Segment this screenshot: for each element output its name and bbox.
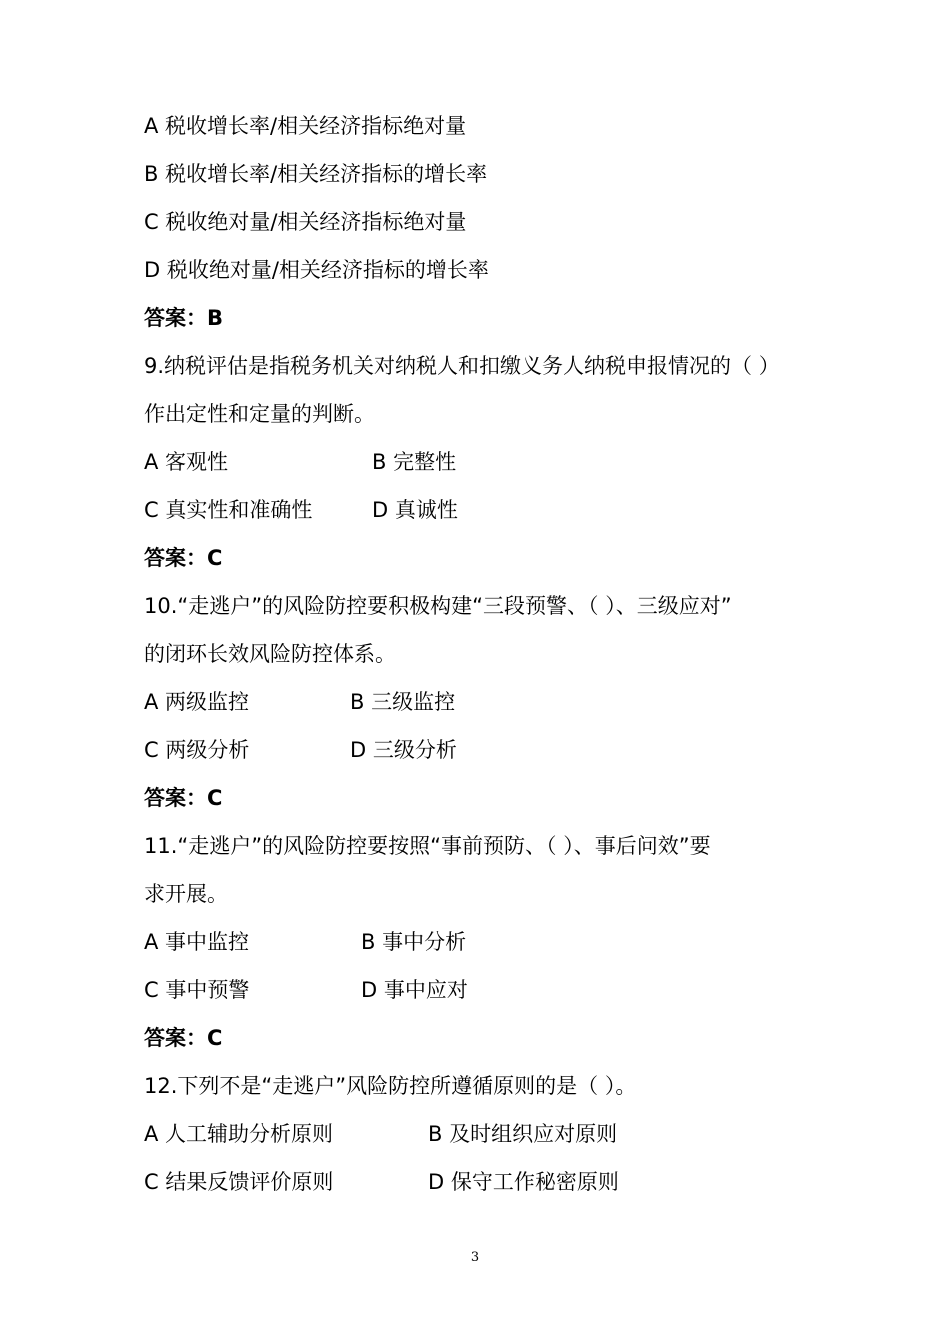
q9-option-b: B 完整性 (372, 450, 457, 474)
q11-options-row1 (144, 927, 467, 957)
q9-option-a: A 客观性 (144, 450, 229, 474)
q9-options-row2 (144, 495, 458, 525)
q8-option-c: C 税收绝对量/相关经济指标绝对量 (144, 210, 467, 234)
q12-options-row2 (144, 1167, 619, 1197)
q10-option-a: A 两级监控 (144, 690, 250, 714)
q12-option-a: A 人工辅助分析原则 (144, 1122, 334, 1146)
q9-stem-line1: 9.纳税评估是指税务机关对纳税人和扣缴义务人纳税申报情况的（ ） (144, 354, 780, 378)
q11-option-d: D 事中应对 (361, 978, 468, 1002)
q10-options-row1 (144, 687, 456, 717)
q11-stem-line1: 11.“走逃户”的风险防控要按照“事前预防、（ ）、事后问效”要 (144, 834, 711, 858)
q8-option-a: A 税收增长率/相关经济指标绝对量 (144, 114, 467, 138)
q8-answer: 答案：B (144, 306, 224, 330)
q9-stem-line2: 作出定性和定量的判断。 (144, 402, 375, 426)
q12-stem-line1: 12.下列不是“走逃户”风险防控所遵循原则的是（ ）。 (144, 1074, 637, 1098)
q11-option-b: B 事中分析 (361, 930, 467, 954)
q11-option-c: C 事中预警 (144, 978, 250, 1002)
q11-option-a: A 事中监控 (144, 930, 250, 954)
q10-option-d: D 三级分析 (350, 738, 457, 762)
q8-option-b: B 税收增长率/相关经济指标的增长率 (144, 162, 488, 186)
q12-options-row1 (144, 1119, 618, 1149)
page-number: 3 (470, 1250, 480, 1265)
q10-answer: 答案：C (144, 786, 223, 810)
q9-option-c: C 真实性和准确性 (144, 498, 313, 522)
q11-options-row2 (144, 975, 468, 1005)
q12-option-c: C 结果反馈评价原则 (144, 1170, 334, 1194)
q9-answer: 答案：C (144, 546, 223, 570)
q8-option-d: D 税收绝对量/相关经济指标的增长率 (144, 258, 489, 282)
q10-stem-line1: 10.“走逃户”的风险防控要积极构建“三段预警、（ ）、三级应对” (144, 594, 732, 618)
q10-option-c: C 两级分析 (144, 738, 250, 762)
q12-option-b: B 及时组织应对原则 (428, 1122, 618, 1146)
q10-option-b: B 三级监控 (350, 690, 456, 714)
q11-stem-line2: 求开展。 (144, 882, 228, 906)
q10-options-row2 (144, 735, 457, 765)
q9-option-d: D 真诚性 (372, 498, 458, 522)
q11-answer: 答案：C (144, 1026, 223, 1050)
q9-options-row1 (144, 447, 457, 477)
q12-option-d: D 保守工作秘密原则 (428, 1170, 619, 1194)
q10-stem-line2: 的闭环长效风险防控体系。 (144, 642, 396, 666)
